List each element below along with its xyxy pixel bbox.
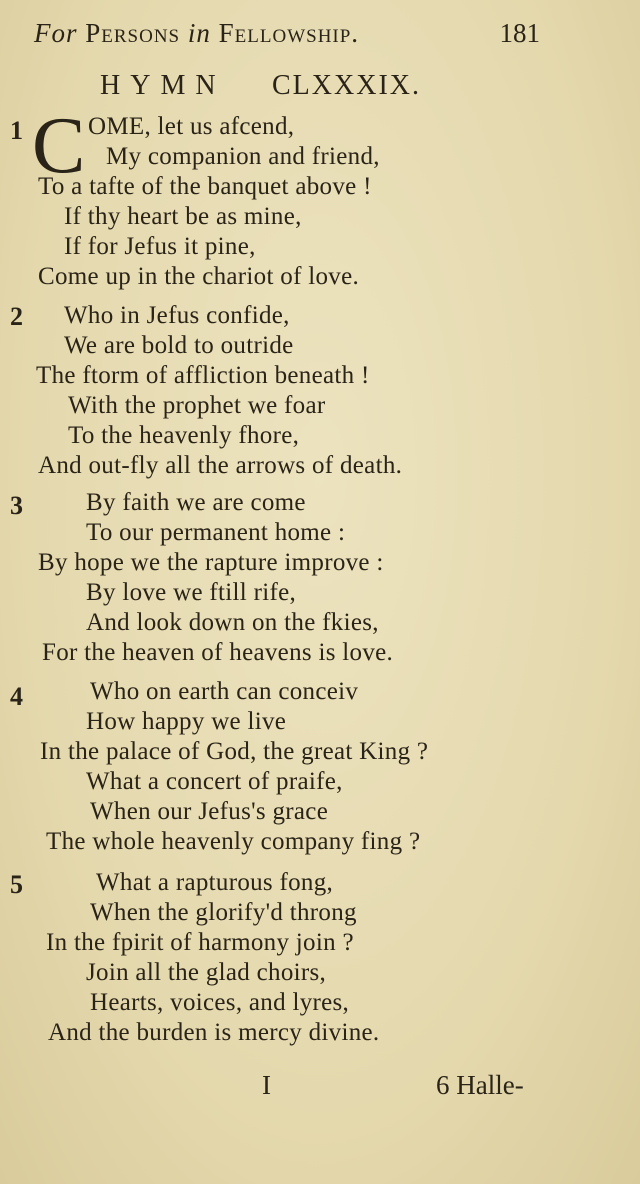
running-head-for: For bbox=[34, 18, 78, 48]
running-head-persons: Persons bbox=[85, 18, 181, 48]
stanza-line: When the glorify'd throng bbox=[90, 899, 357, 926]
stanza-line: What a concert of praife, bbox=[86, 768, 343, 795]
stanza-line: By hope we the rapture improve : bbox=[38, 549, 384, 576]
stanza-line: By faith we are come bbox=[86, 489, 306, 516]
stanza-number: 2 bbox=[10, 302, 23, 331]
stanza-line: And the burden is mercy divine. bbox=[48, 1019, 380, 1046]
stanza-line: If thy heart be as mine, bbox=[64, 203, 302, 230]
catchword: 6 Halle- bbox=[436, 1070, 524, 1100]
stanza-line: Join all the glad choirs, bbox=[86, 959, 327, 986]
hymn-number: CLXXXIX. bbox=[272, 70, 421, 101]
stanza-line: And out-fly all the arrows of death. bbox=[38, 452, 403, 479]
stanza-line: Come up in the chariot of love. bbox=[38, 263, 360, 290]
running-head-fellowship: Fellowship. bbox=[218, 18, 360, 48]
stanza-line: To the heavenly fhore, bbox=[68, 422, 300, 449]
stanza-line: To a tafte of the banquet above ! bbox=[38, 173, 372, 200]
stanza-line: If for Jefus it pine, bbox=[64, 233, 256, 260]
stanza-line: The whole heavenly company fing ? bbox=[46, 828, 421, 855]
page-number: 181 bbox=[499, 18, 540, 48]
signature-mark: I bbox=[262, 1070, 271, 1100]
stanza-line: The ftorm of affliction beneath ! bbox=[36, 362, 370, 389]
stanza-line: In the fpirit of harmony join ? bbox=[46, 929, 354, 956]
drop-cap: C bbox=[32, 102, 86, 190]
stanza-line: My companion and friend, bbox=[106, 143, 380, 170]
stanza-line: How happy we live bbox=[86, 708, 287, 735]
stanza-line: What a rapturous fong, bbox=[96, 869, 334, 896]
stanza-line: OME, let us afcend, bbox=[88, 113, 295, 140]
stanza-line: Hearts, voices, and lyres, bbox=[90, 989, 350, 1016]
stanza-number: 3 bbox=[10, 491, 23, 520]
stanza-line: Who on earth can conceiv bbox=[90, 678, 359, 705]
stanza-number: 5 bbox=[10, 870, 23, 899]
stanza-line: When our Jefus's grace bbox=[90, 798, 329, 825]
stanza-line: And look down on the fkies, bbox=[86, 609, 379, 636]
stanza-line: To our permanent home : bbox=[86, 519, 346, 546]
stanza-line: For the heaven of heavens is love. bbox=[42, 639, 394, 666]
stanza-line: Who in Jefus confide, bbox=[64, 302, 290, 329]
stanza-line: In the palace of God, the great King ? bbox=[40, 738, 429, 765]
stanza-number: 4 bbox=[10, 682, 23, 711]
stanza-line: With the prophet we foar bbox=[68, 392, 326, 419]
stanza-number: 1 bbox=[10, 116, 23, 145]
running-head-in: in bbox=[187, 18, 211, 48]
stanza-line: We are bold to outride bbox=[64, 332, 294, 359]
stanza-line: By love we ftill rife, bbox=[86, 579, 297, 606]
hymn-label: HYMN bbox=[100, 70, 226, 101]
